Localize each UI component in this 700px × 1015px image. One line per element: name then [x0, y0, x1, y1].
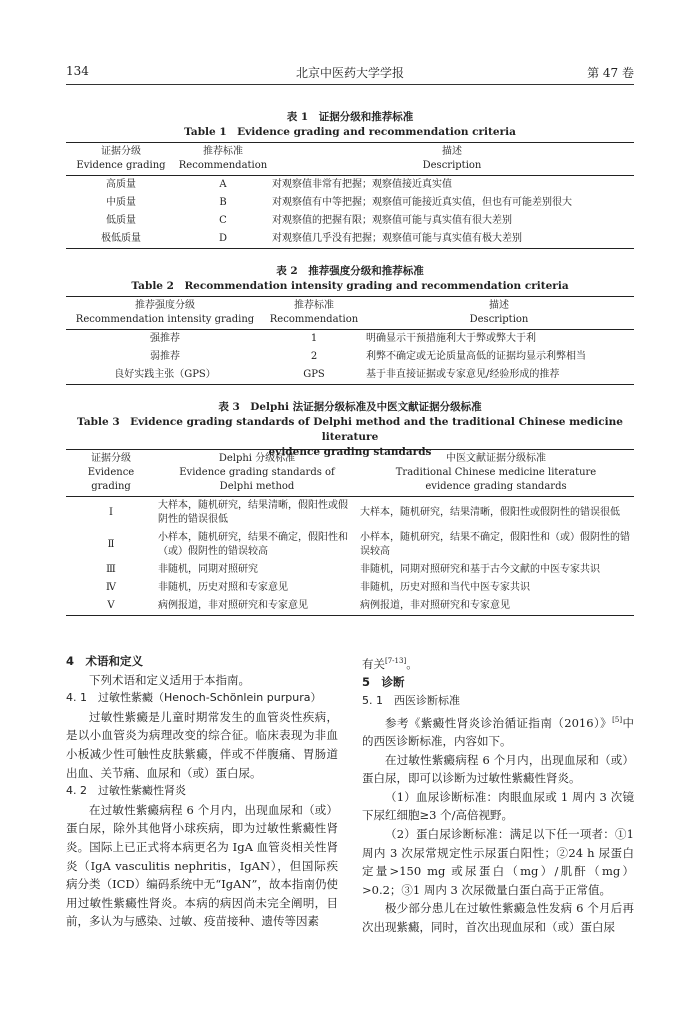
table1-header-grading-en: Evidence grading [76, 160, 166, 171]
table3-cell: 非随机，同期对照研究 [158, 564, 258, 575]
table1-cell: 极低质量 [66, 230, 176, 249]
table3-cell: 病例报道，非对照研究和专家意见 [358, 597, 634, 616]
table2-cell: 良好实践主张（GPS） [66, 366, 264, 385]
table2-cell: 强推荐 [150, 333, 180, 344]
section-4-1-heading: 4. 1 过敏性紫癜（Henoch-Schönlein purpura） [66, 691, 322, 705]
table2-header-description-en: Description [469, 314, 529, 325]
table1-header-recommendation-en: Recommendation [178, 160, 268, 171]
section-5-1-paragraph-4: （2）蛋白尿诊断标准：满足以下任一项者：①1 周内 3 次尿常规定性示尿蛋白阳性；②24 h 尿蛋白定量>150 mg 或尿蛋白（mg）/肌酐（mg）>0.2；③1 周内 3 次尿微量白蛋白高于正常值。 [362, 827, 634, 897]
table3-header-tcm-en-2: evidence grading standards [425, 481, 567, 492]
right-text-column [362, 652, 634, 937]
table-row [66, 597, 634, 616]
table1-cell: 中质量 [106, 197, 136, 208]
section-4-2-heading: 4. 2 过敏性紫癜性肾炎 [66, 784, 186, 798]
table3-cell: 非随机，历史对照和当代中医专家共识 [360, 582, 530, 593]
table2-header-recommendation [264, 297, 364, 330]
table1-caption-cn: 表 1 证据分级和推荐标准 [286, 111, 414, 123]
table2-caption-en: Table 2 Recommendation intensity grading and recommendation criteria [131, 280, 569, 292]
table1-header-grading-cn: 证据分级 [101, 146, 141, 157]
journal-name: 北京中医药大学学报 [295, 66, 404, 80]
table1-cell: 对观察值的把握有限；观察值可能与真实值有很大差别 [272, 215, 512, 226]
table1-caption [66, 110, 634, 140]
table3-cell: 非随机，历史对照和专家意见 [158, 582, 288, 593]
table1-cell: A [219, 179, 227, 190]
table-row [66, 212, 634, 230]
table3-cell: 大样本，随机研究，结果清晰，假阳性或假阴性的错误很低 [360, 507, 620, 518]
table2-header-description [364, 297, 634, 330]
paragraph-text: 中的西医诊断标准，内容如下。 [362, 715, 635, 749]
table3-header-delphi [156, 450, 358, 497]
table3-cell: Ⅲ [106, 564, 116, 575]
page-number: 134 [66, 64, 89, 78]
table-row [66, 561, 634, 579]
volume-label: 第 47 卷 [587, 66, 634, 80]
table1-cell: 高质量 [106, 179, 136, 190]
table-row [66, 366, 634, 385]
table3-cell: Ⅰ [109, 507, 113, 518]
section-4-2-paragraph: 在过敏性紫癜病程 6 个月内，出现血尿和（或）蛋白尿，除外其他肾小球疾病，即为过敏性紫癜性肾炎。国际上已正式将本病更名为 IgA 血管炎相关性肾炎（IgA vasculitis nephritis，IgAN），但国际疾病分类（ICD）编码系统中无“IgAN”，故本指南仍使用过敏性紫癜性肾炎。本病的病因尚未完全阐明，目前，多认为与感染、过敏、疫苗接种、遗传等因素 [66, 802, 338, 929]
table2-header-description-cn: 描述 [489, 300, 509, 311]
paragraph-text: 参考《紫癜性肾炎诊治循证指南（2016）》 [385, 715, 613, 730]
section-5-1-paragraph-5: 极少部分患儿在过敏性紫癜急性发病 6 个月后再次出现紫癜，同时，首次出现血尿和（或）蛋白尿 [362, 901, 634, 934]
table1-cell: C [219, 215, 227, 226]
table1-header-recommendation [176, 143, 270, 176]
section-5-1-paragraph-1 [362, 711, 634, 751]
section-4-intro: 下列术语和定义适用于本指南。 [89, 672, 250, 687]
table3 [66, 449, 634, 616]
table1-cell: B [219, 197, 227, 208]
table3-cell: 小样本，随机研究，结果不确定，假阳性和（或）假阴性的错误较高 [360, 532, 630, 557]
table3-header-tcm-en-1: Traditional Chinese medicine literature [395, 467, 597, 478]
table3-cell: Ⅴ [66, 597, 156, 616]
table3-cell: 大样本，随机研究，结果清晰，假阳性或假阴性的错误很低 [158, 500, 348, 525]
table-row [66, 194, 634, 212]
table-row [66, 176, 634, 195]
table1-cell: D [176, 230, 270, 249]
table3-cell: Ⅱ [107, 539, 115, 550]
table1-header-description-cn: 描述 [442, 146, 462, 157]
section-4-heading: 4 术语和定义 [66, 654, 144, 668]
table2-header-intensity-cn: 推荐强度分级 [135, 300, 195, 311]
table-row [66, 330, 634, 349]
table3-header-delphi-en-2: Delphi method [219, 481, 295, 492]
table-row [66, 497, 634, 530]
table-row [66, 230, 634, 249]
table3-caption-en-1: Table 3 Evidence grading standards of Delphi method and the traditional Chinese medicine literature [77, 416, 623, 443]
table1-header-row [66, 143, 634, 176]
table2-header-recommendation-cn: 推荐标准 [294, 300, 334, 311]
table1-cell: 低质量 [106, 215, 136, 226]
table3-header-delphi-cn: Delphi 分级标准 [218, 453, 296, 464]
table3-header-delphi-en-1: Evidence grading standards of [179, 467, 335, 478]
table2-cell: 1 [310, 333, 318, 344]
table3-header-grading-cn: 证据分级 [91, 453, 131, 464]
section-5-1-paragraph-3: （1）血尿诊断标准：肉眼血尿或 1 周内 3 次镜下尿红细胞≥3 个/高倍视野。 [362, 789, 634, 823]
continued-text: 有关 [362, 656, 385, 671]
continued-paragraph [362, 652, 634, 673]
table3-header-grading-en: Evidence grading [87, 467, 135, 492]
section-5-heading: 5 诊断 [362, 675, 405, 690]
table-row [66, 348, 634, 366]
table1-header-recommendation-cn: 推荐标准 [203, 146, 243, 157]
continued-end: 。 [406, 656, 418, 671]
table3-cell: 病例报道，非对照研究和专家意见 [156, 597, 358, 616]
table1-caption-en: Table 1 Evidence grading and recommendation criteria [184, 126, 516, 138]
table1-header-description-en: Description [422, 160, 482, 171]
citation-ref: [5] [612, 715, 623, 724]
table1-header-grading [66, 143, 176, 176]
table2-header-row [66, 297, 634, 330]
table2-caption-cn: 表 2 推荐强度分级和推荐标准 [276, 265, 424, 277]
section-5-1-heading: 5. 1 西医诊断标准 [362, 694, 460, 708]
table3-cell: 非随机，同期对照研究和基于古今文献的中医专家共识 [360, 564, 600, 575]
table3-cell: 小样本，随机研究，结果不确定，假阳性和（或）假阴性的错误较高 [158, 532, 348, 557]
citation-ref: [7-13] [385, 657, 407, 665]
table3-caption-cn: 表 3 Delphi 法证据分级标准及中医文献证据分级标准 [218, 401, 482, 413]
section-5-1-paragraph-2: 在过敏性紫癜病程 6 个月内，出现血尿和（或）蛋白尿，即可以诊断为过敏性紫癜性肾炎。 [362, 752, 634, 786]
table1-cell: 对观察值有中等把握；观察值可能接近真实值，但也有可能差别很大 [272, 197, 572, 208]
table2-cell: 基于非直接证据或专家意见/经验形成的推荐 [364, 366, 634, 385]
table2-cell: 2 [310, 351, 318, 362]
table2-caption [66, 264, 634, 294]
table2-cell: 明确显示干预措施利大于弊或弊大于利 [366, 333, 536, 344]
table2-header-intensity-en: Recommendation intensity grading [75, 314, 255, 325]
table2 [66, 296, 634, 385]
table2-header-recommendation-en: Recommendation [269, 314, 359, 325]
table1-cell: 对观察值几乎没有把握；观察值可能与真实值有极大差别 [270, 230, 634, 249]
table1 [66, 142, 634, 249]
table3-caption-en-2: evidence grading standards [268, 446, 432, 458]
table3-header-grading [66, 450, 156, 497]
table2-cell: 利弊不确定或无论质量高低的证据均显示利弊相当 [366, 351, 586, 362]
table-row [66, 529, 634, 561]
running-header [66, 64, 634, 82]
table2-cell: 弱推荐 [150, 351, 180, 362]
table2-header-intensity [66, 297, 264, 330]
header-rule [66, 84, 634, 85]
table3-header-tcm [358, 450, 634, 497]
table3-header-tcm-cn: 中医文献证据分级标准 [446, 453, 546, 464]
table1-header-description [270, 143, 634, 176]
section-4-1-paragraph: 过敏性紫癜是儿童时期常发生的血管炎性疾病，是以小血管炎为病理改变的综合征。临床表现为非血小板减少性可触性皮肤紫癜，伴或不伴腹痛、胃肠道出血、关节痛、血尿和（或）蛋白尿。 [66, 709, 338, 780]
table3-header-row [66, 450, 634, 497]
table1-cell: 对观察值非常有把握；观察值接近真实值 [272, 179, 452, 190]
table2-cell: GPS [264, 366, 364, 385]
table-row [66, 579, 634, 597]
table3-cell: Ⅳ [106, 582, 116, 593]
left-text-column [66, 652, 338, 931]
